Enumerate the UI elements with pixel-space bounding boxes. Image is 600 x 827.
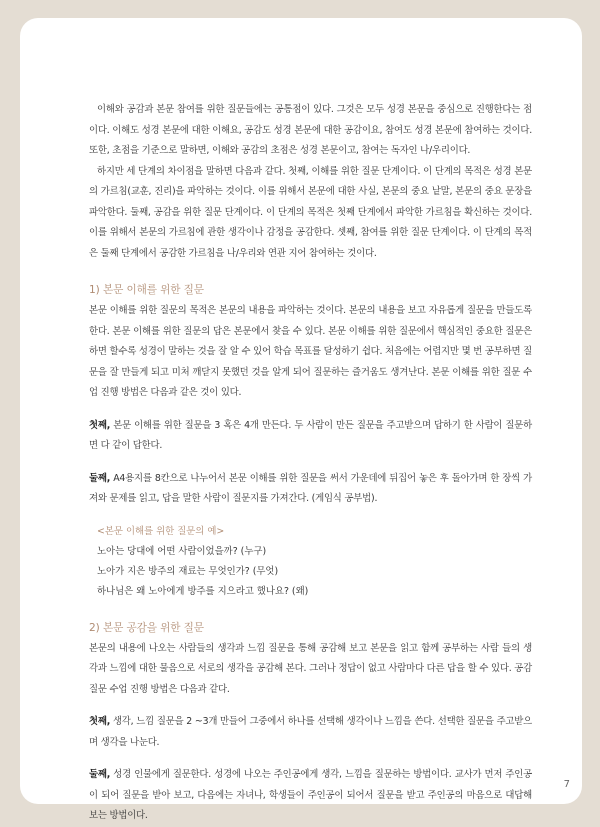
- example-title: <본문 이해를 위한 질문의 예>: [97, 525, 225, 537]
- example-item: 노아가 지은 방주의 재료는 무엇인가? (무엇): [97, 565, 279, 577]
- example-item: 하나님은 왜 노아에게 방주를 지으라고 했나요? (왜): [97, 585, 309, 597]
- section1-step2-text: A4용지를 8칸으로 나누어서 본문 이해를 위한 질문을 써서 가운데에 뒤집어 놓은 후 돌아가며 한 장씩 가져와 문제를 읽고, 답을 말한 사람이 질문지를 가져간다. (게임식 공부법).: [89, 472, 532, 504]
- section2-step1-label: 첫째,: [89, 716, 111, 727]
- section2-step1: [89, 712, 532, 753]
- section2-step2-label: 둘째,: [89, 769, 111, 780]
- section1-step2: [89, 469, 532, 510]
- example-item: 노아는 당대에 어떤 사람이었을까? (누구): [97, 545, 267, 557]
- section2-step2: [89, 765, 532, 827]
- intro-paragraph-2: 하지만 세 단계의 차이점을 말하면 다음과 같다. 첫째, 이해를 위한 질문 단계이다. 이 단계의 목적은 성경 본문의 가르침(교훈, 진리)을 파악하는 것이다. 이를 위해서 본문에 대한 사실, 본문의 중요 낱말, 본문의 중요 문장을 파악한다. 둘째, 공감을 위한 질문 단계이다. 이 단계의 목적은 첫째 단계에서 파악한 가르침을 확신하는 것이다. 이를 위해서 본문의 가르침에 관한 생각이나 감정을 공감한다. 셋째, 참여를 위한 질문 단계이다. 이 단계의 목적은 둘째 단계에서 공감한 가르침을 나/우리와 연관 지어 참여하는 것이다.: [89, 165, 532, 259]
- section1-step1-text: 본문 이해를 위한 질문을 3 혹은 4개 만든다. 두 사람이 만든 질문을 주고받으며 답하기 한 사람이 질문하면 다 같이 답한다.: [89, 419, 532, 451]
- section1-body: 본문 이해를 위한 질문의 목적은 본문의 내용을 파악하는 것이다. 본문의 내용을 보고 자유롭게 질문을 만들도록 한다. 본문 이해를 위한 질문의 답은 본문에서 찾을 수 있다. 본문 이해를 위한 질문에서 핵심적인 중요한 질문은 하면 할수록 성경이 말하는 것을 잘 알 수 있어 학습 목표를 달성하기 쉽다. 처음에는 어렵지만 몇 번 공부하면 질문을 잘 만들게 되고 미처 깨닫지 못했던 것을 알게 되어 질문하는 즐거움도 생겨난다. 본문 이해를 위한 질문 수업 진행 방법은 다음과 같은 것이 있다.: [89, 305, 532, 398]
- section1-step2-label: 둘째,: [89, 472, 111, 484]
- example-box: [97, 522, 532, 602]
- section1-step1: [89, 416, 532, 457]
- section2-step1-text: 생각, 느낌 질문을 2 ~3개 만들어 그중에서 하나를 선택해 생각이나 느낌을 쓴다. 선택한 질문을 주고받으며 생각을 나눈다.: [89, 716, 532, 748]
- document-page: [20, 18, 582, 821]
- section1-heading: 1) 본문 이해를 위한 질문: [89, 284, 204, 296]
- section2-heading: 2) 본문 공감을 위한 질문: [89, 621, 204, 634]
- page-number: 7: [563, 779, 570, 790]
- section2-step2-text: 성경 인물에게 질문한다. 성경에 나오는 주인공에게 생각, 느낌을 질문하는 방법이다. 교사가 먼저 주인공이 되어 질문을 받아 보고, 다음에는 자녀나, 학생들이 주인공이 되어서 질문을 받고 주인공의 마음으로 대답해보는 방법이다.: [89, 769, 532, 821]
- section1-step1-label: 첫째,: [89, 419, 111, 431]
- intro-paragraph-1: 이해와 공감과 본문 참여를 위한 질문들에는 공통점이 있다. 그것은 모두 성경 본문을 중심으로 진행한다는 점이다. 이해도 성경 본문에 대한 이해요, 공감도 성경 본문에 대한 공감이요, 참여도 성경 본문에 참여하는 것이다. 또한, 초점을 기준으로 말하면, 이해와 공감의 초점은 성경 본문이고, 참여는 독자인 나/우리이다.: [89, 104, 532, 156]
- section2-body: 본문의 내용에 나오는 사람들의 생각과 느낌 질문을 통해 공감해 보고 본문을 읽고 함께 공부하는 사람 들의 생각과 느낌에 대한 물음으로 서로의 생각을 공감해 본다. 그러나 정답이 없고 사람마다 다른 답을 할 수 있다. 공감 질문 수업 진행 방법은 다음과 같다.: [89, 642, 532, 695]
